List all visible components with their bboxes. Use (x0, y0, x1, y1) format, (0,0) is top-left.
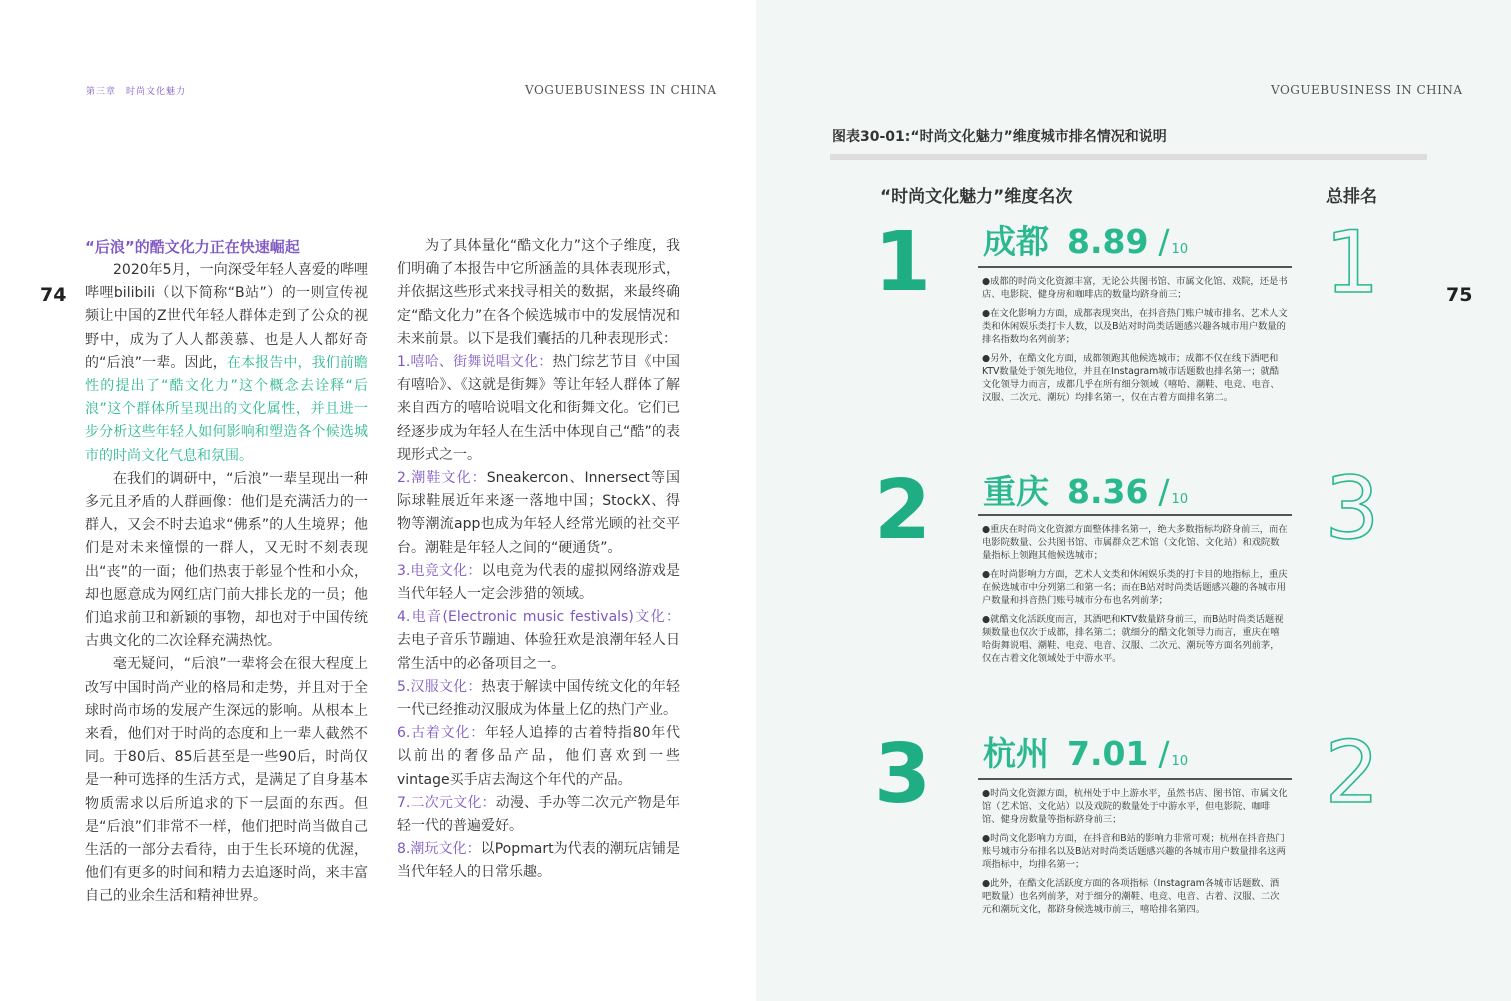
brand-logo: VOGUEBUSINESS IN CHINA (525, 83, 717, 97)
bullet-item: ●就酷文化活跃度而言，其酒吧和KTV数量跻身前三，而B站时尚类话题视频数量也仅次于成都，排名第二；就细分的酷文化领导力而言，重庆在嘻哈街舞说唱、潮鞋、电竞、电音、汉服、二次元、潮玩等方面名列前茅，仅在古着文化领域处于中游水平。 (982, 614, 1284, 664)
city-score-line (983, 222, 1188, 270)
right-page (756, 0, 1511, 1001)
city-divider (978, 514, 1292, 516)
list-item (397, 606, 680, 676)
left-column (85, 235, 368, 909)
item-text: 动漫、手办等二次元产物是年轻一代的普遍爱好。 (397, 794, 681, 835)
dimension-rank-number: 1 (874, 215, 932, 310)
list-item (397, 838, 680, 884)
brand-logo: VOGUEBUSINESS IN CHINA (1271, 83, 1463, 97)
item-title: 1.嘻哈、街舞说唱文化： (397, 354, 553, 371)
paragraph-1-highlight: 在本报告中，我们前瞻性的提出了“酷文化力”这个概念去诠释“后浪”这个群体所呈现出的文化属性，并且进一步分析这些年轻人如何影响和塑造各个候选城市的时尚文化气息和氛围。 (85, 354, 368, 464)
paragraph-3: 毫无疑问，“后浪”一辈将会在很大程度上改写中国时尚产业的格局和走势，并且对于全球时尚市场的发展产生深远的影响。从根本上来看，他们对于时尚的态度和上一辈人截然不同。于80后、85后甚至是一些90后，时尚仅是一种可选择的生活方式，是满足了自身基本物质需求以后所追求的下一层面的东西。但是“后浪”们非常不一样，他们把时尚当做自己生活的一部分去看待，由于生长环境的优渥，他们有更多的时间和精力去追逐时尚，来丰富自己的业余生活和精神世界。 (85, 656, 368, 905)
list-item (397, 560, 680, 606)
item-text: 热门综艺节目《中国有嘻哈》、《这就是街舞》等让年轻人群体了解来自西方的嘻哈说唱文化和街舞文化。它们已经逐步成为年轻人在生活中体现自己“酷”的表现形式之一。 (397, 354, 681, 463)
overall-rank-text: 2 (1324, 732, 1380, 810)
city-score-line (983, 734, 1188, 782)
bullet-item: ●在文化影响力方面，成都表现突出，在抖音热门账户城市排名、艺术人文类和休闲娱乐类打卡人数，以及B站对时尚类话题感兴趣各城市用户数量的排名指数均名列前茅； (982, 308, 1288, 345)
page-number: 74 (40, 284, 67, 306)
item-text: 以Popmart为代表的潮玩店铺是当代年轻人的日常乐趣。 (397, 841, 681, 881)
overall-rank-text: 1 (1324, 222, 1380, 300)
bullet-item: ●重庆在时尚文化资源方面整体排名第一，绝大多数指标均跻身前三，而在电影院数量、公共图书馆、市属群众艺术馆（文化馆、文化站）和戏院数量指标上领跑其他候选城市； (982, 524, 1288, 561)
title-divider (830, 154, 1427, 160)
list-item (397, 792, 680, 838)
city-divider (978, 778, 1292, 780)
figure-title: 图表30-01:“时尚文化魅力”维度城市排名情况和说明 (832, 129, 1167, 145)
item-title: 3.电竞文化： (397, 562, 482, 579)
city-score: 8.36 (1067, 472, 1149, 511)
paragraph-2: 在我们的调研中，“后浪”一辈呈现出一种多元且矛盾的人群画像：他们是充满活力的一群人，又会不时去追求“佛系”的人生境界；他们是对未来憧憬的一群人，又无时不刻表现出“丧”的一面；他们热衷于彰显个性和小众，却也愿意成为网红店门前大排长龙的一员；他们追求前卫和新颖的事物，却也对于中国传统古典文化的二次诠释充满热忱。 (85, 470, 368, 650)
dimension-rank-number: 3 (874, 727, 932, 822)
item-text: 以电竞为代表的虚拟网络游戏是当代年轻人一定会涉猎的领域。 (397, 562, 681, 603)
list-item (397, 351, 680, 467)
city-bullets (982, 275, 1288, 410)
city-bullets (982, 787, 1288, 922)
overall-rank-number (1321, 732, 1383, 810)
bullet-item: ●另外，在酷文化方面，成都领跑其他候选城市；成都不仅在线下酒吧和KTV数量处于领先地位，并且在Instagram城市话题数也排名第一；就酷文化领导力而言，成都几乎在所有细分领域（嘻哈、潮鞋、电竞、电音、汉服、二次元、潮玩）均排名第一，仅在古着方面排名第二。 (982, 353, 1280, 403)
item-text: 热衷于解读中国传统文化的年轻一代已经推动汉服成为体量上亿的热门产业。 (397, 678, 681, 719)
paragraph-1-text: 2020年5月，一向深受年轻人喜爱的哔哩哔哩bilibili（以下简称“B站”）的一则宣传视频让中国的Z世代年轻人群体走到了公众的视野中，成为了人人都羡慕、也是人人都好奇的“后浪”一辈。因此， (85, 262, 368, 371)
list-item (397, 467, 680, 560)
item-title: 2.潮鞋文化： (397, 470, 487, 487)
score-denominator: 10 (1171, 492, 1189, 507)
overall-rank-header: 总排名 (1326, 187, 1377, 207)
overall-rank-number (1321, 222, 1383, 300)
score-slash: / (1158, 734, 1170, 773)
overall-rank-number (1321, 468, 1383, 546)
score-slash: / (1158, 222, 1170, 261)
score-denominator: 10 (1171, 242, 1189, 257)
right-column (397, 235, 680, 885)
item-text: 去电子音乐节蹦迪、体验狂欢是浪潮年轻人日常生活中的必备项目之一。 (397, 632, 680, 672)
item-text: 年轻人追捧的古着特指80年代以前出的奢侈品产品，他们喜欢到一些vintage买手店去淘这个年代的产品。 (397, 725, 680, 788)
item-title: 5.汉服文化： (397, 678, 482, 695)
city-name: 杭州 (983, 734, 1049, 773)
item-title: 6.古着文化： (397, 725, 485, 742)
item-title: 4.电音(Electronic music festivals)文化： (397, 609, 680, 626)
item-title: 8.潮玩文化： (397, 841, 481, 858)
bullet-item: ●时尚文化影响力方面，在抖音和B站的影响力非常可观；杭州在抖音热门账号城市分布排名以及B站对时尚类话题感兴趣的各城市用户数量排名这两项指标中，均排名第一； (982, 833, 1286, 870)
item-text: Sneakercon、Innersect等国际球鞋展近年来逐一落地中国；StockX、得物等潮流app也成为年轻人经常光顾的社交平台。潮鞋是年轻人之间的“硬通货”。 (397, 470, 680, 556)
bullet-item: ●时尚文化资源方面，杭州处于中上游水平，虽然书店、图书馆、市属文化馆（艺术馆、文化站）以及戏院的数量处于中游水平，但电影院、咖啡馆、健身房数量等指标跻身前三； (982, 788, 1288, 825)
overall-rank-text: 3 (1324, 468, 1380, 546)
city-name: 重庆 (983, 472, 1049, 511)
city-score-line (983, 472, 1188, 520)
city-bullets (982, 523, 1288, 671)
bullet-item: ●成都的时尚文化资源丰富，无论公共图书馆、市属文化馆、戏院，还是书店、电影院、健身房和咖啡店的数量均跻身前三； (982, 276, 1288, 300)
page-number: 75 (1446, 284, 1473, 306)
bullet-item: ●在时尚影响力方面，艺术人文类和休闲娱乐类的打卡目的地指标上，重庆在候选城市中分列第二和第一名；而在B站对时尚类话题感兴趣的各城市用户数量和抖音热门账号城市分布也名列前茅； (982, 569, 1288, 606)
city-score: 8.89 (1067, 222, 1149, 261)
city-divider (978, 266, 1292, 268)
score-denominator: 10 (1171, 754, 1189, 769)
city-score: 7.01 (1067, 734, 1149, 773)
item-title: 7.二次元文化： (397, 794, 496, 811)
chapter-label: 第三章 时尚文化魅力 (86, 87, 187, 97)
city-name: 成都 (983, 222, 1049, 261)
dimension-rank-number: 2 (874, 463, 932, 558)
section-heading: “后浪”的酷文化力正在快速崛起 (85, 238, 300, 256)
list-item (397, 722, 680, 792)
paragraph-1 (85, 259, 368, 468)
score-slash: / (1158, 472, 1170, 511)
bullet-item: ●此外，在酷文化活跃度方面的各项指标（Instagram各城市话题数、酒吧数量）也名列前茅，对于细分的潮鞋、电竞、电音、古着、汉服、二次元和潮玩文化，都跻身候选城市前三，嘻哈排名第四。 (982, 878, 1280, 915)
intro-paragraph: 为了具体量化“酷文化力”这个子维度，我们明确了本报告中它所涵盖的具体表现形式，并依据这些形式来找寻相关的数据，来最终确定“酷文化力”在各个候选城市中的发展情况和未来前景。以下是我们囊括的几种表现形式： (397, 238, 680, 347)
dimension-rank-header: “时尚文化魅力”维度名次 (880, 187, 1073, 207)
list-item (397, 676, 680, 722)
